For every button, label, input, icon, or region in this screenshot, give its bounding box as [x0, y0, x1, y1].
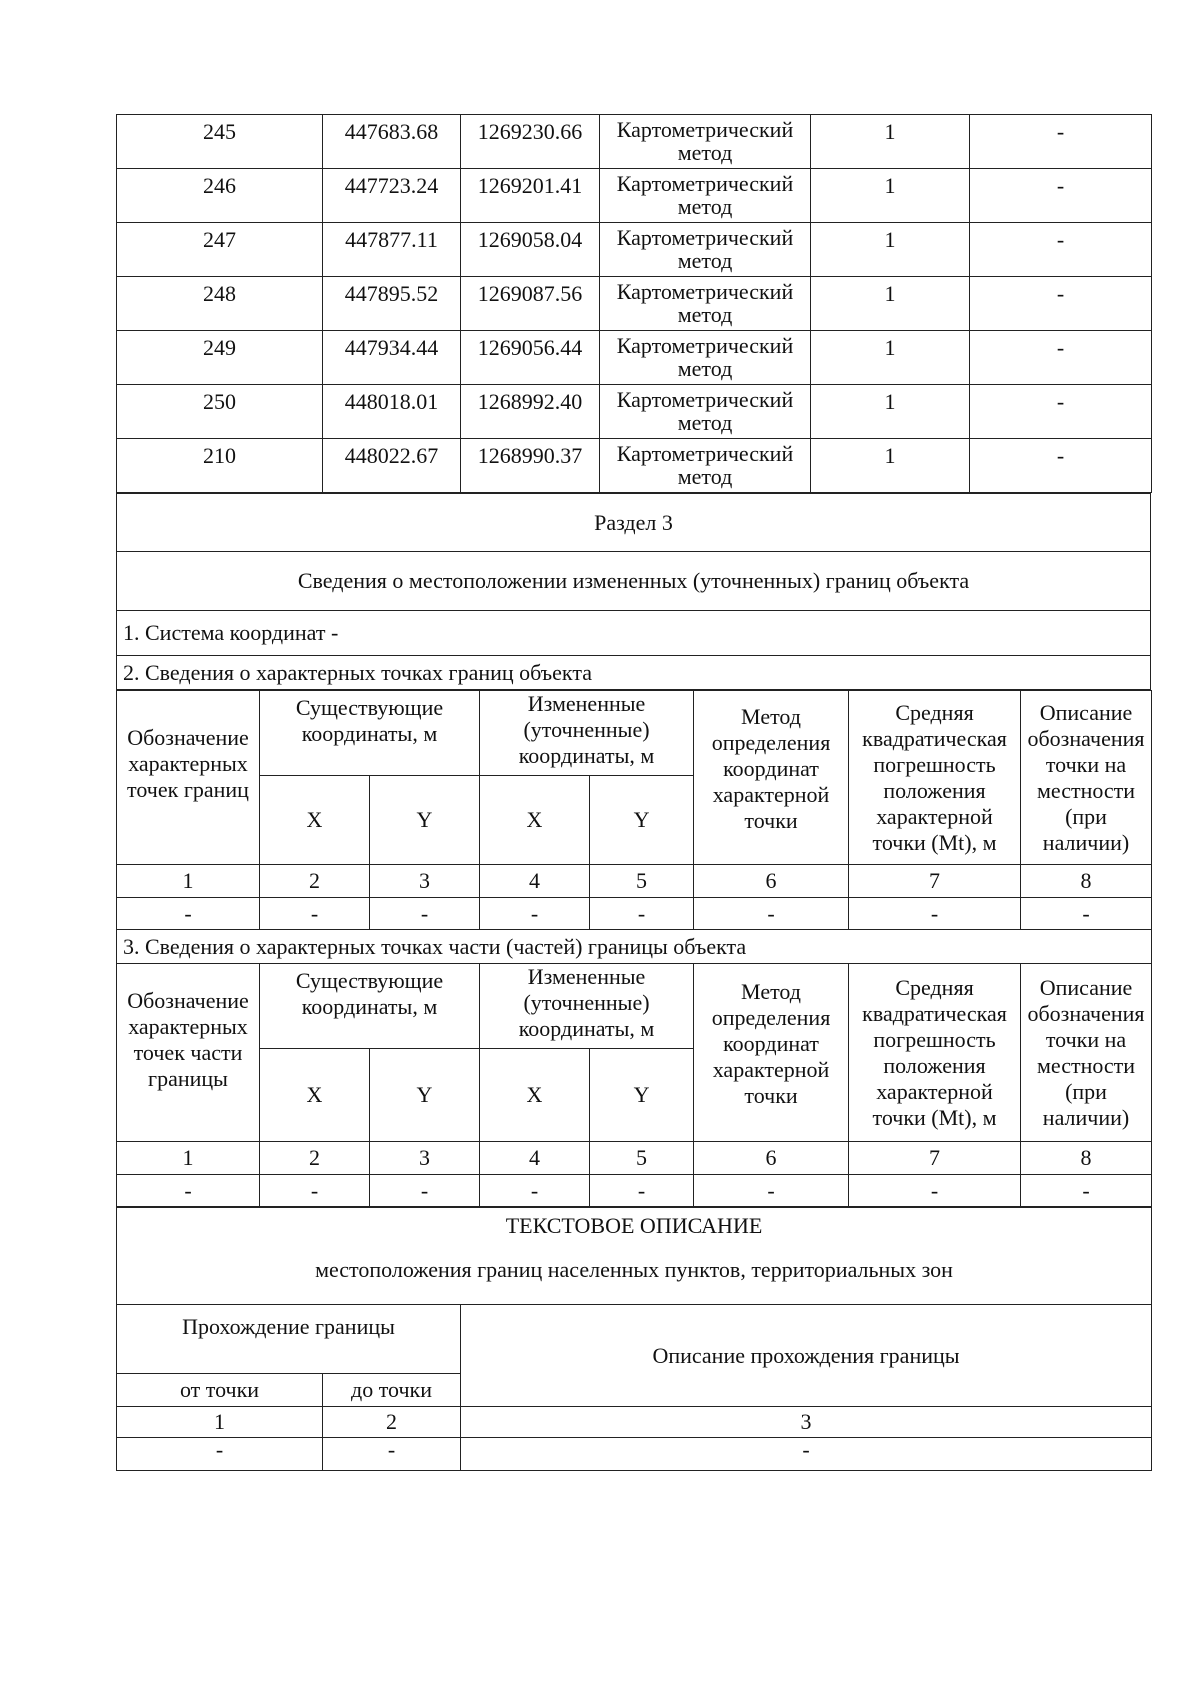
- x-coordinate-cell: 448018.01: [323, 385, 461, 439]
- col-description: Описание обозначения точки на местности (при наличии): [1021, 691, 1152, 865]
- column-number: 5: [590, 1142, 694, 1175]
- description-cell: -: [970, 439, 1152, 493]
- point-number-cell: 250: [117, 385, 323, 439]
- points-table: [116, 114, 1152, 493]
- table-cell: -: [370, 1175, 480, 1207]
- method-cell: Картометрический метод: [600, 331, 811, 385]
- y-coordinate-cell: 1269230.66: [461, 115, 600, 169]
- part-col-changed-x: X: [480, 1049, 590, 1142]
- section3-table: [116, 493, 1151, 690]
- column-number: 3: [461, 1407, 1152, 1438]
- table-cell: -: [694, 898, 849, 930]
- description-cell: -: [970, 385, 1152, 439]
- accuracy-cell: 1: [811, 169, 970, 223]
- column-number: 6: [694, 865, 849, 898]
- y-coordinate-cell: 1269058.04: [461, 223, 600, 277]
- table-row: [117, 898, 1152, 930]
- column-number: 5: [590, 865, 694, 898]
- text-description-header: [117, 1208, 1152, 1305]
- column-number: 3: [370, 1142, 480, 1175]
- text-description-title: ТЕКСТОВОЕ ОПИСАНИЕ: [505, 1213, 763, 1238]
- point-number-cell: 249: [117, 331, 323, 385]
- method-cell: Картометрический метод: [600, 385, 811, 439]
- col-to-point: до точки: [323, 1374, 461, 1407]
- table-row: [117, 385, 1152, 439]
- method-cell: Картометрический метод: [600, 223, 811, 277]
- col-passage: Прохождение границы: [117, 1305, 461, 1374]
- column-number: 4: [480, 865, 590, 898]
- column-number: 7: [849, 1142, 1021, 1175]
- y-coordinate-cell: 1269056.44: [461, 331, 600, 385]
- table-cell: -: [1021, 898, 1152, 930]
- accuracy-cell: 1: [811, 223, 970, 277]
- method-cell: Картометрический метод: [600, 115, 811, 169]
- table-cell: -: [480, 1175, 590, 1207]
- accuracy-cell: 1: [811, 115, 970, 169]
- col-changed: Измененные (уточненные) координаты, м: [480, 691, 694, 776]
- col-designation: Обозначение характерных точек границ: [117, 691, 260, 865]
- points-table-body: [117, 115, 1152, 493]
- col-changed-y: Y: [590, 776, 694, 865]
- method-cell: Картометрический метод: [600, 169, 811, 223]
- column-number: 2: [323, 1407, 461, 1438]
- section-title: Раздел 3: [117, 494, 1151, 552]
- col-existing: Существующие координаты, м: [260, 691, 480, 776]
- part-col-existing: Существующие координаты, м: [260, 964, 480, 1049]
- part-col-changed: Измененные (уточненные) координаты, м: [480, 964, 694, 1049]
- table-cell: -: [590, 898, 694, 930]
- accuracy-cell: 1: [811, 439, 970, 493]
- accuracy-cell: 1: [811, 331, 970, 385]
- part-col-description: Описание обозначения точки на местности (при наличии): [1021, 964, 1152, 1142]
- column-number: 8: [1021, 1142, 1152, 1175]
- x-coordinate-cell: 447934.44: [323, 331, 461, 385]
- col-existing-y: Y: [370, 776, 480, 865]
- table-row: [117, 1175, 1152, 1207]
- table-cell: -: [480, 898, 590, 930]
- accuracy-cell: 1: [811, 385, 970, 439]
- table-cell: -: [117, 1438, 323, 1471]
- table-row: [117, 115, 1152, 169]
- column-number: 8: [1021, 865, 1152, 898]
- part-col-changed-y: Y: [590, 1049, 694, 1142]
- boundary-points-heading: 2. Сведения о характерных точках границ объекта: [117, 656, 1151, 690]
- x-coordinate-cell: 448022.67: [323, 439, 461, 493]
- y-coordinate-cell: 1269087.56: [461, 277, 600, 331]
- table-cell: -: [590, 1175, 694, 1207]
- col-accuracy: Средняя квадратическая погрешность положения характерной точки (Mt), м: [849, 691, 1021, 865]
- table-cell: -: [849, 1175, 1021, 1207]
- table-cell: -: [849, 898, 1021, 930]
- column-number: 3: [370, 865, 480, 898]
- column-numbers-row: [117, 865, 1152, 898]
- description-cell: -: [970, 169, 1152, 223]
- x-coordinate-cell: 447683.68: [323, 115, 461, 169]
- table-cell: -: [260, 1175, 370, 1207]
- x-coordinate-cell: 447877.11: [323, 223, 461, 277]
- part-col-existing-y: Y: [370, 1049, 480, 1142]
- method-cell: Картометрический метод: [600, 277, 811, 331]
- table-row: [117, 169, 1152, 223]
- col-method: Метод определения координат характерной точки: [694, 691, 849, 865]
- column-number: 1: [117, 1407, 323, 1438]
- point-number-cell: 247: [117, 223, 323, 277]
- point-number-cell: 210: [117, 439, 323, 493]
- description-cell: -: [970, 223, 1152, 277]
- coord-system: 1. Система координат -: [117, 611, 1151, 656]
- part-column-numbers-row: [117, 1142, 1152, 1175]
- y-coordinate-cell: 1268990.37: [461, 439, 600, 493]
- part-col-existing-x: X: [260, 1049, 370, 1142]
- boundary-points-table: [116, 690, 1152, 1207]
- part-points-heading: 3. Сведения о характерных точках части (частей) границы объекта: [117, 930, 1152, 964]
- column-number: 1: [117, 1142, 260, 1175]
- table-cell: -: [117, 898, 260, 930]
- description-cell: -: [970, 277, 1152, 331]
- table-cell: -: [117, 1175, 260, 1207]
- table-cell: -: [323, 1438, 461, 1471]
- column-number: 7: [849, 865, 1021, 898]
- description-cell: -: [970, 115, 1152, 169]
- part-col-accuracy: Средняя квадратическая погрешность положения характерной точки (Mt), м: [849, 964, 1021, 1142]
- x-coordinate-cell: 447723.24: [323, 169, 461, 223]
- table-cell: -: [1021, 1175, 1152, 1207]
- table-cell: -: [461, 1438, 1152, 1471]
- col-changed-x: X: [480, 776, 590, 865]
- description-cell: -: [970, 331, 1152, 385]
- column-number: 4: [480, 1142, 590, 1175]
- table-cell: -: [694, 1175, 849, 1207]
- x-coordinate-cell: 447895.52: [323, 277, 461, 331]
- table-row: [117, 439, 1152, 493]
- column-number: 2: [260, 1142, 370, 1175]
- y-coordinate-cell: 1269201.41: [461, 169, 600, 223]
- col-passage-description: Описание прохождения границы: [461, 1305, 1152, 1407]
- point-number-cell: 246: [117, 169, 323, 223]
- document-sheet: [116, 114, 1151, 1471]
- column-number: 6: [694, 1142, 849, 1175]
- part-col-designation: Обозначение характерных точек части границы: [117, 964, 260, 1142]
- table-row: [117, 223, 1152, 277]
- text-description-subtitle: местоположения границ населенных пунктов, территориальных зон: [315, 1257, 953, 1282]
- table-cell: -: [370, 898, 480, 930]
- y-coordinate-cell: 1268992.40: [461, 385, 600, 439]
- section-subtitle: Сведения о местоположении измененных (уточненных) границ объекта: [117, 552, 1151, 611]
- method-cell: Картометрический метод: [600, 439, 811, 493]
- point-number-cell: 245: [117, 115, 323, 169]
- column-number: 2: [260, 865, 370, 898]
- part-col-method: Метод определения координат характерной точки: [694, 964, 849, 1142]
- col-existing-x: X: [260, 776, 370, 865]
- text-description-table: [116, 1207, 1152, 1471]
- table-cell: -: [260, 898, 370, 930]
- point-number-cell: 248: [117, 277, 323, 331]
- column-number: 1: [117, 865, 260, 898]
- table-row: [117, 277, 1152, 331]
- table-row: [117, 331, 1152, 385]
- accuracy-cell: 1: [811, 277, 970, 331]
- col-from-point: от точки: [117, 1374, 323, 1407]
